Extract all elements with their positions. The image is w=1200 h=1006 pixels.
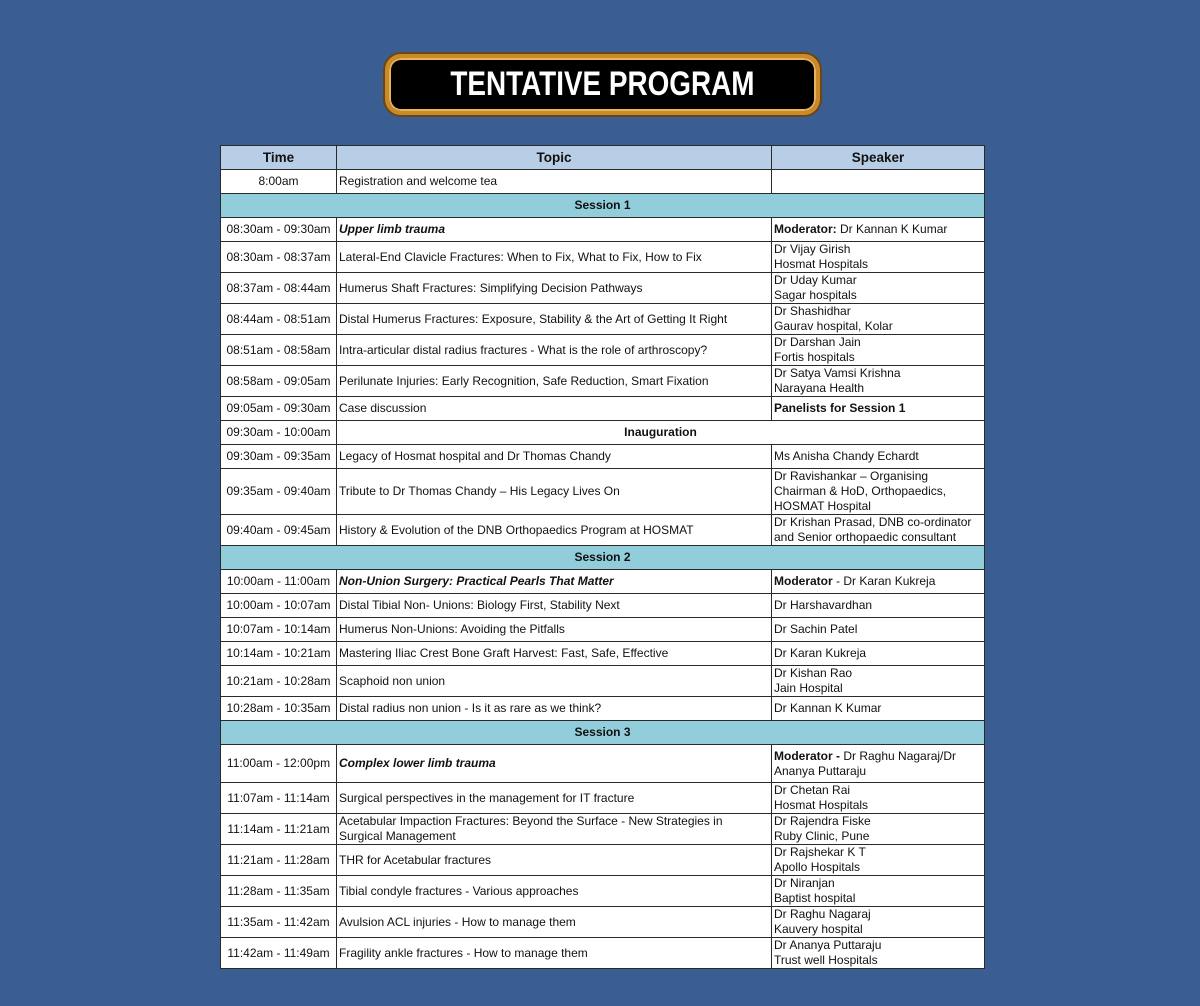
session-label: Session 3	[221, 721, 985, 745]
moderator-row	[221, 218, 985, 242]
time-cell: 10:28am - 10:35am	[221, 697, 337, 721]
talk-row	[221, 366, 985, 397]
topic-cell: Distal Humerus Fractures: Exposure, Stability & the Art of Getting It Right	[337, 304, 772, 335]
speaker-cell: Dr Kannan K Kumar	[772, 697, 985, 721]
time-cell: 08:30am - 09:30am	[221, 218, 337, 242]
topic-cell: Tibial condyle fractures - Various approaches	[337, 876, 772, 907]
speaker-affiliation: Baptist hospital	[774, 891, 856, 905]
program-table	[220, 145, 985, 969]
speaker-header: Speaker	[772, 146, 985, 170]
speaker-cell	[772, 845, 985, 876]
talk-row	[221, 876, 985, 907]
speaker-affiliation: Trust well Hospitals	[774, 953, 878, 967]
speaker-cell: Dr Sachin Patel	[772, 618, 985, 642]
topic-cell: Legacy of Hosmat hospital and Dr Thomas Chandy	[337, 445, 772, 469]
registration-row	[221, 170, 985, 194]
topic-cell: Fragility ankle fractures - How to manage them	[337, 938, 772, 969]
moderator-cell	[772, 570, 985, 594]
speaker-cell	[772, 366, 985, 397]
topic-cell: Distal radius non union - Is it as rare as we think?	[337, 697, 772, 721]
talk-row	[221, 938, 985, 969]
case-discussion-row	[221, 397, 985, 421]
moderator-label: Moderator	[774, 574, 833, 588]
speaker-affiliation: Gaurav hospital, Kolar	[774, 319, 893, 333]
time-cell: 09:05am - 09:30am	[221, 397, 337, 421]
speaker-affiliation: Hosmat Hospitals	[774, 257, 869, 271]
time-cell: 09:40am - 09:45am	[221, 515, 337, 546]
time-cell: 10:14am - 10:21am	[221, 642, 337, 666]
speaker-affiliation: Ruby Clinic, Pune	[774, 829, 870, 843]
speaker-cell	[772, 273, 985, 304]
moderator-row	[221, 570, 985, 594]
speaker-affiliation: Jain Hospital	[774, 681, 843, 695]
talk-row	[221, 666, 985, 697]
time-cell: 09:30am - 10:00am	[221, 421, 337, 445]
talk-row	[221, 697, 985, 721]
speaker-name: Dr Satya Vamsi Krishna	[774, 366, 901, 380]
speaker-affiliation: Hosmat Hospitals	[774, 798, 869, 812]
topic-cell: Distal Tibial Non- Unions: Biology First, Stability Next	[337, 594, 772, 618]
speaker-name: Dr Rajshekar K T	[774, 845, 866, 859]
topic-header: Topic	[337, 146, 772, 170]
session-theme: Upper limb trauma	[337, 218, 772, 242]
speaker-name: Dr Uday Kumar	[774, 273, 857, 287]
session-label: Session 1	[221, 194, 985, 218]
topic-cell: Acetabular Impaction Fractures: Beyond the Surface - New Strategies in Surgical Management	[337, 814, 772, 845]
speaker-cell: Dr Krishan Prasad, DNB co-ordinator and Senior orthopaedic consultant	[772, 515, 985, 546]
speaker-name: Dr Darshan Jain	[774, 335, 861, 349]
time-cell: 08:44am - 08:51am	[221, 304, 337, 335]
session-label: Session 2	[221, 546, 985, 570]
talk-row	[221, 783, 985, 814]
session-2-header	[221, 546, 985, 570]
topic-cell: Lateral-End Clavicle Fractures: When to Fix, What to Fix, How to Fix	[337, 242, 772, 273]
talk-row	[221, 242, 985, 273]
talk-row	[221, 814, 985, 845]
talk-row	[221, 845, 985, 876]
moderator-label: Moderator -	[774, 748, 840, 763]
speaker-name: Dr Chetan Rai	[774, 783, 851, 797]
moderator-name: Dr Kannan K Kumar	[836, 222, 948, 236]
speaker-cell	[772, 876, 985, 907]
time-cell: 08:30am - 08:37am	[221, 242, 337, 273]
time-cell: 11:07am - 11:14am	[221, 783, 337, 814]
inauguration-label: Inauguration	[337, 421, 985, 445]
inauguration-row	[221, 421, 985, 445]
talk-row	[221, 907, 985, 938]
speaker-cell	[772, 907, 985, 938]
time-cell: 8:00am	[221, 170, 337, 194]
speaker-name: Dr Raghu Nagaraj	[774, 907, 871, 921]
session-theme: Non-Union Surgery: Practical Pearls That Matter	[337, 570, 772, 594]
time-cell: 10:00am - 10:07am	[221, 594, 337, 618]
speaker-cell	[772, 242, 985, 273]
topic-cell: Scaphoid non union	[337, 666, 772, 697]
speaker-affiliation: Sagar hospitals	[774, 288, 857, 302]
topic-cell: Mastering Iliac Crest Bone Graft Harvest: Fast, Safe, Effective	[337, 642, 772, 666]
time-cell: 08:51am - 08:58am	[221, 335, 337, 366]
time-cell: 11:00am - 12:00pm	[221, 745, 337, 783]
speaker-name: Dr Vijay Girish	[774, 242, 851, 256]
speaker-name: Dr Niranjan	[774, 876, 835, 890]
speaker-cell: Dr Ravishankar – Organising Chairman & HoD, Orthopaedics, HOSMAT Hospital	[772, 469, 985, 515]
topic-cell: Intra-articular distal radius fractures - What is the role of arthroscopy?	[337, 335, 772, 366]
title-banner	[385, 54, 820, 115]
speaker-cell: Dr Karan Kukreja	[772, 642, 985, 666]
moderator-label: Moderator:	[774, 222, 837, 236]
time-cell: 11:35am - 11:42am	[221, 907, 337, 938]
topic-cell: Avulsion ACL injuries - How to manage them	[337, 907, 772, 938]
moderator-name: Dr Raghu Nagaraj/Dr Ananya Puttaraju	[774, 748, 957, 778]
speaker-affiliation: Kauvery hospital	[774, 922, 863, 936]
time-cell: 10:21am - 10:28am	[221, 666, 337, 697]
topic-cell: Case discussion	[337, 397, 772, 421]
talk-row	[221, 642, 985, 666]
topic-cell: Registration and welcome tea	[337, 170, 772, 194]
talk-row	[221, 304, 985, 335]
talk-row	[221, 273, 985, 304]
speaker-name: Dr Shashidhar	[774, 304, 851, 318]
speaker-affiliation: Narayana Health	[774, 381, 865, 395]
session-1-header	[221, 194, 985, 218]
talk-row	[221, 469, 985, 515]
speaker-name: Dr Ananya Puttaraju	[774, 938, 882, 952]
moderator-name: - Dr Karan Kukreja	[832, 574, 936, 588]
speaker-cell	[772, 783, 985, 814]
talk-row	[221, 594, 985, 618]
moderator-row	[221, 745, 985, 783]
session-theme: Complex lower limb trauma	[337, 745, 772, 783]
topic-cell: THR for Acetabular fractures	[337, 845, 772, 876]
speaker-cell	[772, 938, 985, 969]
topic-cell: Humerus Non-Unions: Avoiding the Pitfalls	[337, 618, 772, 642]
speaker-cell	[772, 666, 985, 697]
topic-cell: Perilunate Injuries: Early Recognition, Safe Reduction, Smart Fixation	[337, 366, 772, 397]
page-title: TENTATIVE PROGRAM	[450, 65, 755, 103]
speaker-cell	[772, 814, 985, 845]
speaker-affiliation: Fortis hospitals	[774, 350, 855, 364]
time-cell: 11:42am - 11:49am	[221, 938, 337, 969]
speaker-name: Dr Kishan Rao	[774, 666, 853, 680]
speaker-cell	[772, 335, 985, 366]
time-cell: 11:28am - 11:35am	[221, 876, 337, 907]
speaker-cell: Dr Harshavardhan	[772, 594, 985, 618]
speaker-cell: Ms Anisha Chandy Echardt	[772, 445, 985, 469]
speaker-affiliation: Apollo Hospitals	[774, 860, 861, 874]
moderator-cell	[772, 745, 985, 783]
time-cell: 10:07am - 10:14am	[221, 618, 337, 642]
time-cell: 09:35am - 09:40am	[221, 469, 337, 515]
topic-cell: Tribute to Dr Thomas Chandy – His Legacy Lives On	[337, 469, 772, 515]
speaker-cell	[772, 170, 985, 194]
topic-cell: Surgical perspectives in the management for IT fracture	[337, 783, 772, 814]
session-3-header	[221, 721, 985, 745]
time-cell: 10:00am - 11:00am	[221, 570, 337, 594]
talk-row	[221, 515, 985, 546]
time-cell: 08:58am - 09:05am	[221, 366, 337, 397]
speaker-name: Dr Rajendra Fiske	[774, 814, 871, 828]
talk-row	[221, 618, 985, 642]
talk-row	[221, 445, 985, 469]
topic-cell: History & Evolution of the DNB Orthopaedics Program at HOSMAT	[337, 515, 772, 546]
moderator-cell	[772, 218, 985, 242]
talk-row	[221, 335, 985, 366]
topic-cell: Humerus Shaft Fractures: Simplifying Decision Pathways	[337, 273, 772, 304]
time-cell: 09:30am - 09:35am	[221, 445, 337, 469]
time-header: Time	[221, 146, 337, 170]
time-cell: 11:14am - 11:21am	[221, 814, 337, 845]
time-cell: 11:21am - 11:28am	[221, 845, 337, 876]
header-row	[221, 146, 985, 170]
speaker-cell: Panelists for Session 1	[772, 397, 985, 421]
speaker-cell	[772, 304, 985, 335]
time-cell: 08:37am - 08:44am	[221, 273, 337, 304]
